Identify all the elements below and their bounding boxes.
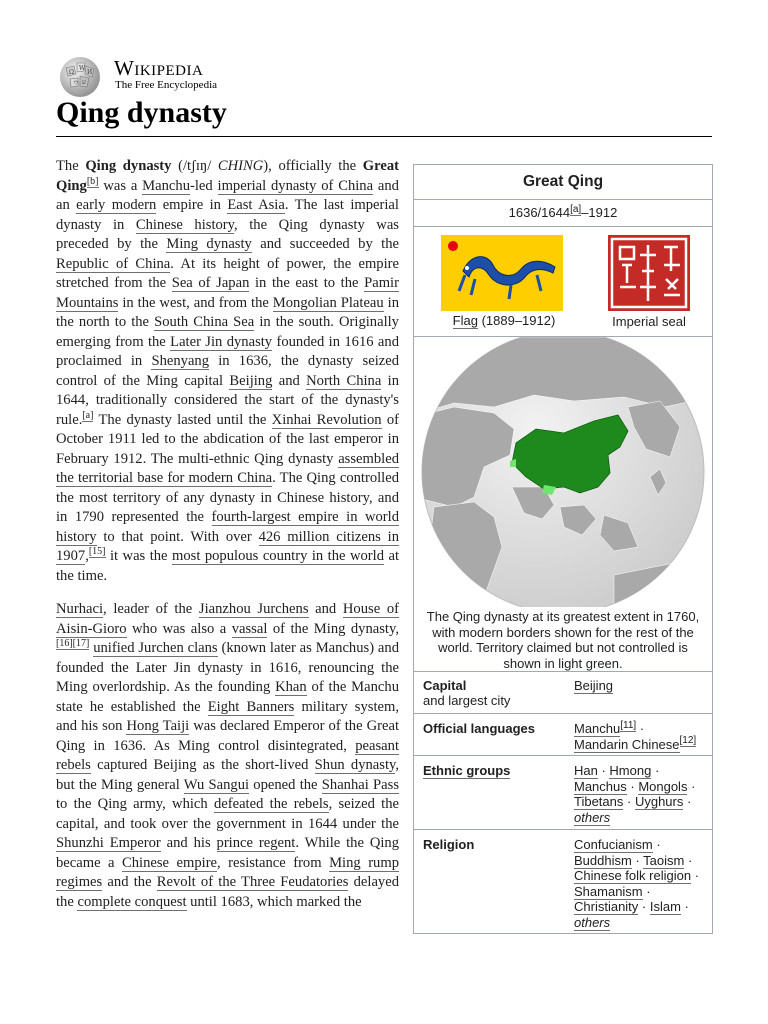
article-link[interactable]: East Asia: [227, 197, 285, 213]
body-text-run: and: [272, 372, 307, 389]
article-link[interactable]: complete conquest: [77, 893, 187, 910]
body-text-run: , seized the capital, and took over the government in 1644 under the: [56, 796, 399, 832]
respelling: CHING: [217, 158, 264, 174]
infobox-religion-row: [414, 829, 712, 934]
article-link[interactable]: most populous country in the world: [172, 548, 385, 564]
article-link[interactable]: Chinese empire: [122, 854, 218, 871]
religion-item-link[interactable]: Christianity: [574, 899, 639, 914]
body-text-run: in the west, and from the: [118, 294, 273, 311]
ethnic-item-link[interactable]: Manchus: [574, 778, 627, 794]
body-text-run: at the time.: [56, 548, 400, 584]
ethnic-label: [423, 763, 510, 778]
ethnic-groups-link[interactable]: Ethnic groups: [423, 763, 511, 778]
body-text-run: until 1683, which marked the: [186, 893, 362, 910]
body-text-run: in the east to the: [249, 275, 365, 291]
body-text-run: and an: [56, 177, 399, 213]
manchu-language-link[interactable]: Manchu: [574, 721, 621, 736]
body-text-run: and his: [160, 835, 217, 851]
religion-item-link[interactable]: Chinese folk religion: [574, 868, 692, 883]
svg-text:W: W: [79, 65, 86, 72]
article-link[interactable]: 426 million citizens in 1907: [56, 528, 399, 564]
body-text-run: of October 1911 led to the abdication of the last emperor in February 1912. The multi-ethnic Qing dynasty: [56, 411, 399, 467]
article-link[interactable]: Pamir Mountains: [56, 275, 399, 311]
article-link[interactable]: Shunzhi Emperor: [56, 835, 161, 851]
mandarin-language-link[interactable]: Mandarin Chinese: [574, 736, 680, 752]
footnote-ref[interactable]: [b]: [86, 175, 99, 187]
body-text-run: captured Beijing as the short-lived: [90, 757, 315, 773]
body-text-run: empire in: [156, 197, 228, 213]
body-text-run: founded in 1616 and proclaimed in: [56, 333, 400, 369]
flag-years: (1889–1912): [477, 313, 556, 328]
svg-text:И: И: [87, 69, 93, 76]
intro-paragraph-1: [56, 157, 399, 586]
article-link[interactable]: peasant rebels: [56, 737, 399, 773]
religion-item-link[interactable]: Islam: [649, 899, 681, 914]
article-link[interactable]: Shanhai Pass: [321, 776, 399, 793]
body-text-run: ,: [85, 548, 89, 564]
ethnic-groups-value: Han · Hmong · Manchus · Mongols · Tibetans · Uyghurs · others: [574, 763, 696, 825]
body-text-run: delayed the: [56, 874, 399, 910]
svg-text:ש: ש: [82, 79, 87, 86]
dates-end: –1912: [581, 205, 618, 220]
languages-value: Manchu[11] · Mandarin Chinese[12]: [574, 719, 697, 752]
article-link[interactable]: unified Jurchen clans: [93, 640, 218, 656]
infobox: [413, 164, 713, 934]
body-text-run: , but the Ming general: [56, 757, 399, 793]
infobox-capital-row: [414, 671, 712, 714]
article-link[interactable]: Wu Sangui: [183, 776, 250, 793]
body-text-run: . The last imperial dynasty in: [56, 197, 399, 233]
religion-value: Confucianism · Buddhism · Taoism · Chinese folk religion · Shamanism · Christianity · Islam · others: [574, 837, 700, 930]
article-link[interactable]: Hong Taiji: [126, 718, 190, 734]
footnote-ref[interactable]: [16][17]: [56, 638, 90, 650]
body-text-run: was declared Emperor of the Great Qing in 1636. As Ming control disintegrated,: [56, 718, 399, 754]
article-link[interactable]: Khan: [275, 679, 307, 695]
body-text-run: , resistance from: [217, 854, 330, 871]
article-link[interactable]: Eight Banners: [207, 698, 295, 715]
flag-link[interactable]: Flag: [452, 313, 478, 328]
infobox-map-section: [414, 336, 712, 672]
intro-paragraph-2: [56, 600, 399, 912]
article-link[interactable]: Jianzhou Jurchens: [198, 601, 309, 617]
article-link[interactable]: defeated the rebels: [213, 796, 329, 812]
body-text-run: of the Ming dynasty,: [267, 620, 399, 637]
orthographic-map-image[interactable]: [414, 337, 712, 607]
body-text-run: The dynasty lasted until the: [93, 411, 272, 428]
imperial-seal-image[interactable]: [608, 235, 690, 311]
infobox-ethnic-row: [414, 755, 712, 830]
lang-footnote-12[interactable]: [12]: [679, 735, 697, 747]
body-text-run: The: [56, 158, 86, 174]
body-text-run: to that point. With over: [96, 528, 259, 545]
body-text-run: , the Qing dynasty was preceded by the: [56, 216, 399, 252]
religion-item-link[interactable]: Buddhism: [574, 852, 632, 868]
body-text-run: was a: [98, 177, 143, 194]
religion-item-link[interactable]: others: [574, 914, 611, 930]
religion-item-link[interactable]: Shamanism: [574, 883, 643, 899]
article-link[interactable]: Chinese history: [135, 216, 235, 233]
capital-label-text: Capital: [423, 678, 467, 693]
infobox-languages-row: [414, 713, 712, 756]
religion-item-link[interactable]: Taoism: [643, 852, 685, 868]
article-link[interactable]: Xinhai Revolution: [271, 411, 382, 428]
seal-caption: Imperial seal: [612, 314, 686, 329]
article-link[interactable]: assembled the territorial base for modern China: [56, 450, 399, 486]
article-link[interactable]: vassal: [231, 620, 268, 637]
body-text-run: (known later as Manchus) and founded the Later Jin dynasty in 1616, renouncing the Ming overlordship. As the founding: [56, 640, 399, 695]
article-link[interactable]: Nurhaci: [56, 601, 104, 617]
article-link[interactable]: House of Aisin-Gioro: [56, 601, 399, 637]
article-link[interactable]: prince regent: [216, 835, 296, 851]
languages-label: Official languages: [423, 721, 535, 736]
capital-link[interactable]: Beijing: [574, 678, 614, 693]
body-text-run: opened the: [249, 776, 322, 793]
ethnic-item-link[interactable]: Hmong: [609, 763, 652, 778]
article-link[interactable]: Sea of Japan: [171, 275, 250, 291]
article-link[interactable]: Later Jin dynasty: [170, 333, 273, 350]
ethnic-item-link[interactable]: Han: [574, 763, 598, 778]
religion-label: Religion: [423, 837, 475, 852]
article-link[interactable]: Shun dynasty: [314, 757, 396, 773]
body-text-run: in 1636, the dynasty seized control of the Ming capital: [56, 353, 400, 389]
body-text-run: . The Qing controlled the most territory of any dynasty in Chinese history, and in 1790 represented the: [56, 470, 400, 525]
body-text-run: and: [308, 601, 343, 617]
ethnic-item-link[interactable]: Tibetans: [574, 794, 624, 809]
body-text-run: in 1644, traditionally considered the start of the dynasty's rule.: [56, 372, 400, 428]
body-text-run: . At its height of power, the empire stretched from the: [56, 255, 399, 291]
bold-term: Qing dynasty: [85, 158, 172, 174]
dates-footnote[interactable]: [a]: [570, 203, 582, 215]
ethnic-item-link[interactable]: Uyghurs: [634, 794, 684, 809]
body-text-run: ), officially the: [263, 158, 363, 174]
lang-footnote-11[interactable]: [11]: [620, 719, 637, 731]
article-link[interactable]: Ming rump regimes: [56, 854, 399, 890]
footnote-ref[interactable]: [15]: [88, 546, 106, 558]
ethnic-item-link[interactable]: others: [574, 809, 611, 825]
capital-label: [423, 678, 510, 708]
article-link[interactable]: Ming dynasty: [166, 236, 252, 252]
article-body: [56, 157, 399, 926]
wikipedia-globe-icon[interactable]: [56, 54, 104, 98]
title-divider: [56, 136, 712, 137]
article-link[interactable]: early modern: [76, 197, 157, 213]
infobox-dates: [414, 199, 712, 227]
ethnic-item-link[interactable]: Mongols: [638, 778, 688, 794]
article-link[interactable]: North China: [306, 372, 382, 389]
svg-text:ウ: ウ: [73, 80, 80, 87]
body-text-run: , leader of the: [103, 601, 199, 617]
seal-stamp-icon: [608, 235, 690, 311]
wikipedia-wordmark[interactable]: Wikipedia: [114, 56, 204, 80]
dates-start: 1636/1644: [508, 205, 571, 220]
article-link[interactable]: imperial dynasty of China: [217, 177, 374, 194]
body-text-run: and succeeded by the: [251, 236, 399, 252]
body-text-run: and the: [102, 874, 157, 890]
body-text-run: in the north to the: [56, 294, 399, 330]
capital-sublabel: and largest city: [423, 693, 511, 708]
footnote-ref[interactable]: [a]: [82, 409, 94, 421]
article-link[interactable]: Shenyang: [151, 353, 210, 369]
body-text-run: (/tʃɪŋ/: [171, 158, 218, 174]
body-text-run: to the Qing army, which: [56, 796, 214, 812]
article-link[interactable]: Mongolian Plateau: [272, 294, 384, 311]
infobox-title: Great Qing: [522, 173, 604, 190]
map-caption: The Qing dynasty at its greatest extent in 1760, with modern borders shown for the rest of the world. Territory claimed but not controlled is shown in light green.: [426, 609, 700, 671]
article-link[interactable]: fourth-largest empire in world history: [56, 509, 400, 545]
bold-term: Great Qing: [56, 158, 399, 194]
qing-flag-image[interactable]: [441, 235, 563, 311]
body-text-run: of the Manchu state he established the: [56, 679, 399, 715]
flag-caption: [434, 313, 574, 328]
article-link[interactable]: Beijing: [229, 372, 273, 389]
page-title: Qing dynasty: [56, 96, 227, 129]
article-link[interactable]: South China Sea: [154, 314, 255, 330]
capital-value: [574, 678, 704, 694]
wikipedia-tagline: The Free Encyclopedia: [115, 79, 218, 91]
infobox-images: [414, 226, 712, 337]
body-text-run: military system, and his son: [56, 698, 399, 734]
article-link[interactable]: Republic of China: [56, 255, 171, 272]
body-text-run: -led: [190, 177, 218, 194]
site-header: [56, 54, 712, 94]
dragon-flag-icon: [441, 235, 563, 311]
religion-item-link[interactable]: Confucianism: [574, 837, 653, 852]
body-text-run: it was the: [105, 548, 172, 564]
body-text-run: . While the Qing became a: [56, 835, 400, 871]
body-text-run: in the south. Originally emerging from the: [56, 314, 399, 350]
article-link[interactable]: Manchu: [142, 177, 190, 194]
body-text-run: who was also a: [126, 620, 232, 637]
svg-text:Ω: Ω: [69, 69, 74, 76]
article-link[interactable]: Revolt of the Three Feudatories: [156, 874, 349, 890]
